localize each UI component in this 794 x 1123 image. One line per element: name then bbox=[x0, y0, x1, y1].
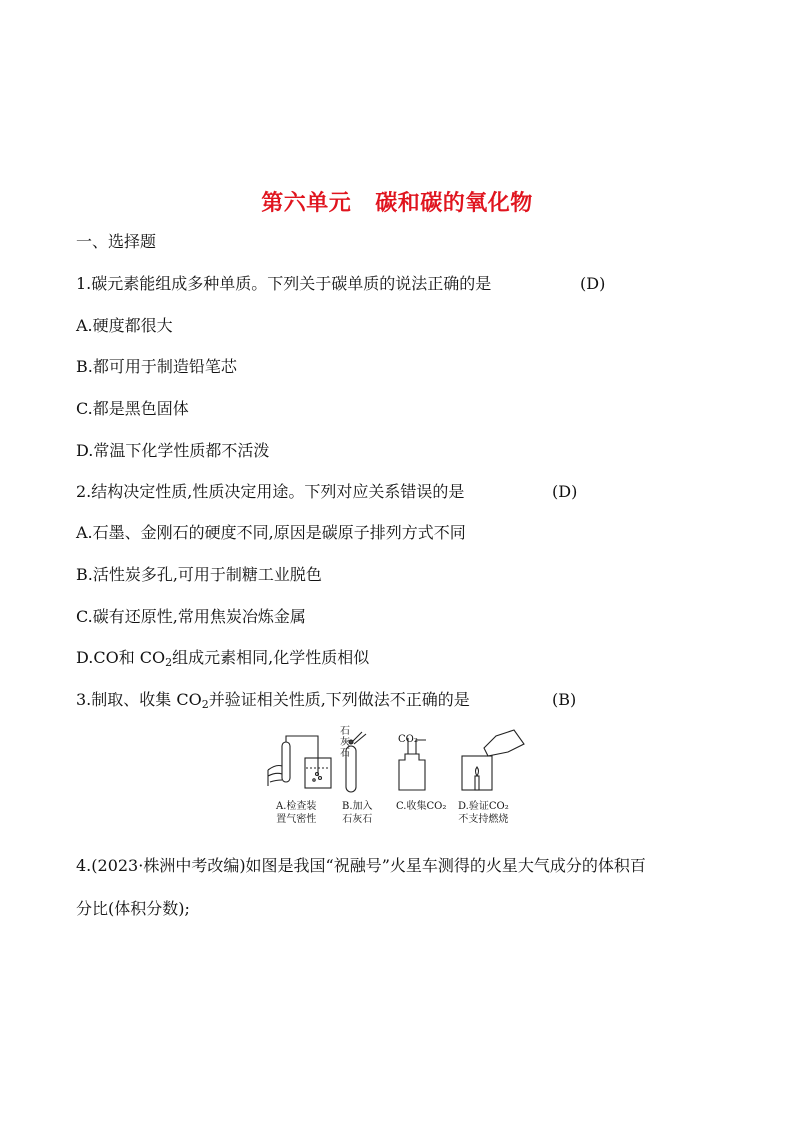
caption-d: D.验证CO₂ 不支持燃烧 bbox=[458, 801, 509, 825]
q1-option-a: A.硬度都很大 bbox=[76, 316, 173, 335]
caption-c: C.收集CO₂ bbox=[396, 801, 447, 812]
q1-option-d: D.常温下化学性质都不活泼 bbox=[76, 441, 270, 460]
co2-inlet-label: CO₂ bbox=[398, 734, 418, 745]
caption-a: A.检查装 置气密性 bbox=[276, 801, 317, 825]
q2-option-c: C.碳有还原性,常用焦炭冶炼金属 bbox=[76, 607, 306, 626]
q2-answer: (D) bbox=[552, 482, 578, 501]
q3-answer: (B) bbox=[552, 690, 577, 709]
apparatus-drawing bbox=[262, 728, 532, 798]
test-tube-a bbox=[282, 742, 290, 782]
q4-stem-line2: 分比(体积分数); bbox=[76, 899, 190, 918]
title-topic: 碳和碳的氧化物 bbox=[375, 191, 533, 216]
candle-d bbox=[475, 776, 479, 790]
q2-stem: 2.结构决定性质,性质决定用途。下列对应关系错误的是 bbox=[76, 482, 465, 501]
gas-bottle-c bbox=[399, 754, 425, 790]
limestone-label: 石 灰 石 bbox=[340, 726, 350, 759]
q3-stem: 3.制取、收集 $CO_2$并验证相关性质,下列做法不正确的是 bbox=[76, 690, 470, 711]
q4-stem-line1: 4.(2023·株洲中考改编)如图是我国“祝融号”火星车测得的火星大气成分的体积百 bbox=[76, 856, 646, 875]
q2-option-b: B.活性炭多孔,可用于制糖工业脱色 bbox=[76, 565, 322, 584]
q3-apparatus-figure bbox=[262, 728, 532, 833]
section-heading: 一、选择题 bbox=[76, 232, 157, 251]
q1-answer: (D) bbox=[580, 274, 606, 293]
q1-option-b: B.都可用于制造铅笔芯 bbox=[76, 357, 237, 376]
flame-d bbox=[476, 767, 479, 776]
q1-stem: 1.碳元素能组成多种单质。下列关于碳单质的说法正确的是 bbox=[76, 274, 492, 293]
q2-option-a: A.石墨、金刚石的硬度不同,原因是碳原子排列方式不同 bbox=[76, 523, 466, 542]
page-title bbox=[0, 186, 794, 217]
hand-a bbox=[268, 766, 282, 787]
caption-b: B.加入 石灰石 bbox=[342, 801, 373, 825]
q1-option-c: C.都是黑色固体 bbox=[76, 399, 189, 418]
delivery-tube-a bbox=[286, 736, 318, 776]
title-unit: 第六单元 bbox=[261, 191, 352, 216]
q2-option-d: D.CO和 $CO_2$组成元素相同,化学性质相似 bbox=[76, 648, 370, 669]
pouring-bottle-d bbox=[484, 730, 524, 756]
